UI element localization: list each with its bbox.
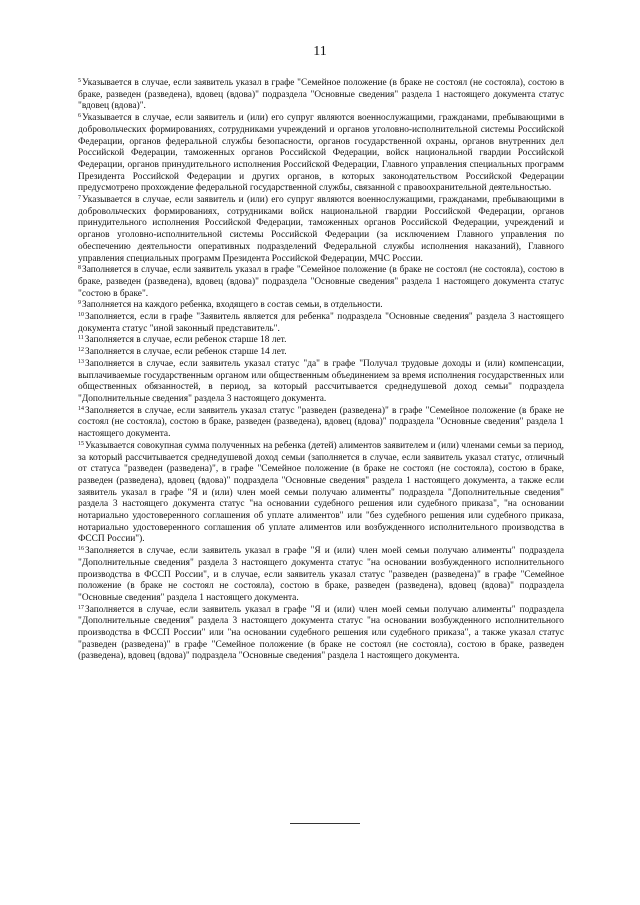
footnote	[78, 441, 564, 546]
footnote	[78, 113, 564, 195]
footnote-text: Заполняется в случае, если заявитель указал в графе "Семейное положение (в браке не состоял (не состояла), состою в браке, разведен (разведена), вдовец (вдова)" подраздела "Основные сведения" раздела 1 настоящего документа статус "состою в браке".	[78, 265, 564, 299]
page-number: 11	[313, 44, 327, 59]
footnote	[78, 78, 564, 113]
footnote-number: 14	[78, 405, 84, 412]
footnote	[78, 195, 564, 265]
footnotes-list	[78, 78, 564, 663]
footnote-number: 17	[78, 604, 84, 611]
footnote	[78, 347, 564, 359]
footnote-number: 7	[78, 195, 81, 202]
footnote-text: Заполняется в случае, если заявитель указал статус "разведен (разведена)" в графе "Семейное положение (в браке не состоял (не состояла), состою в браке, разведен (разведена), вдовец (вдова)" подраздела "Основные сведения" раздела 1 настоящего документа.	[78, 405, 564, 440]
footnote-text: Заполняется в случае, если заявитель указал в графе "Я и (или) член моей семьи получаю алименты" подраздела "Дополнительные сведения" раздела 3 настоящего документа статус "на основании возбужденного исполнительного производства в ФССП России" или "на основании судебного решения или судебного приказа", а также указал статус "разведен (разведена)" в графе "Семейное положение (в браке не состоял (не состояла), состою в браке, разведен (разведена), вдовец (вдова)" подраздела "Основные сведения" раздела 1 настоящего документа.	[78, 604, 564, 662]
footnote-number: 13	[78, 358, 84, 365]
footnote	[78, 300, 564, 312]
footnote-text: Заполняется в случае, если заявитель указал статус "да" в графе "Получал трудовые доходы и (или) компенсации, выплачиваемые государственным органом или общественным объединением за время исполнения государственных или общественных обязанностей, в период, за который рассчитывается среднедушевой доход семьи" подраздела "Дополнительные сведения" раздела 3 настоящего документа.	[78, 358, 564, 404]
footnote-number: 10	[78, 312, 84, 319]
footnote-text: Заполняется в случае, если ребенок старше 18 лет.	[84, 335, 287, 346]
end-divider	[290, 823, 360, 824]
footnote-text: Заполняется, если в графе "Заявитель является для ребенка" подраздела "Основные сведения" раздела 3 настоящего документа статус "иной законный представитель".	[78, 312, 564, 334]
footnote-number: 9	[78, 300, 81, 307]
footnote-number: 16	[78, 546, 84, 553]
footnote	[78, 359, 564, 406]
footnote-text: Указывается в случае, если заявитель указал в графе "Семейное положение (в браке не состоял (не состояла), состою в браке, разведен (разведена), вдовец (вдова)" подраздела "Основные сведения" раздела 1 настоящего документа статус "вдовец (вдова)".	[78, 78, 564, 112]
footnote-text: Заполняется в случае, если заявитель указал в графе "Я и (или) член моей семьи получаю алименты" подраздела "Дополнительные сведения" раздела 3 настоящего документа статус "на основании возбужденного исполнительного производства в ФССП России", и в случае, если заявитель указал статус "разведен (разведена)" в графе "Семейное положение (в браке не состоял не состояла), состою в браке, разведен (разведена), вдовец (вдова)" подраздела "Основные сведения" раздела 1 настоящего документа.	[78, 546, 564, 603]
footnote-number: 11	[78, 335, 84, 342]
footnote-number: 6	[78, 113, 81, 120]
footnote	[78, 312, 564, 335]
footnote-text: Указывается в случае, если заявитель и (или) его супруг являются военнослужащими, гражданами, пребывающими в добровольческих формированиях, сотрудниками войск национальной гвардии Российской Федерации, органов принудительного исполнения Российской Федерации, таможенных органов Российской Федерации, учреждений и органов уголовно-исполнительной системы Российской Федерации (за исключением Главного управления по обеспечению деятельности оперативных подразделений Федеральной службы исполнения наказаний), Главного управления специальных программ Президента Российской Федерации, МЧС России.	[78, 195, 564, 264]
footnote-number: 8	[78, 265, 81, 272]
footnote-number: 15	[78, 440, 84, 447]
footnote-number: 5	[78, 78, 81, 84]
footnote	[78, 335, 564, 347]
footnote-text: Указывается совокупная сумма полученных на ребенка (детей) алиментов заявителем и (или) членами семьи за период, за который рассчитывается среднедушевой доход семьи (заполняется в случае, если заявитель указал статус, отличный от статуса "разведен (разведена)", в графе "Семейное положение (в браке не состоял (не состояла), состою в браке, разведен (разведена), вдовец (вдова)" подраздела "Основные сведения" раздела 1 настоящего документа, а также если заявитель указал в графе "Я и (или) член моей семьи получаю алименты" подраздела "Дополнительные сведения" раздела 3 настоящего документа статус "на основании судебного решения или судебного приказа", "на основании нотариально удостоверенного соглашения об уплате алиментов" или "без судебного решения или судебного приказа, нотариально удостоверенного соглашения об уплате алиментов или возбужденного исполнительного производства в ФССП России").	[78, 440, 564, 545]
footnote-text: Заполняется в случае, если ребенок старше 14 лет.	[85, 347, 287, 358]
footnote-text: Заполняется на каждого ребенка, входящего в состав семьи, в отдельности.	[82, 300, 383, 311]
footnote-number: 12	[78, 347, 84, 354]
footnote-text: Указывается в случае, если заявитель и (или) его супруг являются военнослужащими, гражданами, пребывающими в добровольческих формированиях, сотрудниками учреждений и органов уголовно-исполнительной системы Российской Федерации, органов федеральной службы безопасности, органов государственной охраны, органов внутренних дел Российской Федерации, таможенных органов Российской Федерации, войск национальной гвардии Российской Федерации, органов принудительного исполнения Российской Федерации, Главного управления специальных программ Президента Российской Федерации и других органов, в которых законодательством Российской Федерации предусмотрено прохождение федеральной государственной службы, связанной с правоохранительной деятельностью.	[78, 113, 564, 194]
footnote	[78, 546, 564, 605]
footnote	[78, 265, 564, 300]
footnote	[78, 605, 564, 664]
footnote	[78, 406, 564, 441]
